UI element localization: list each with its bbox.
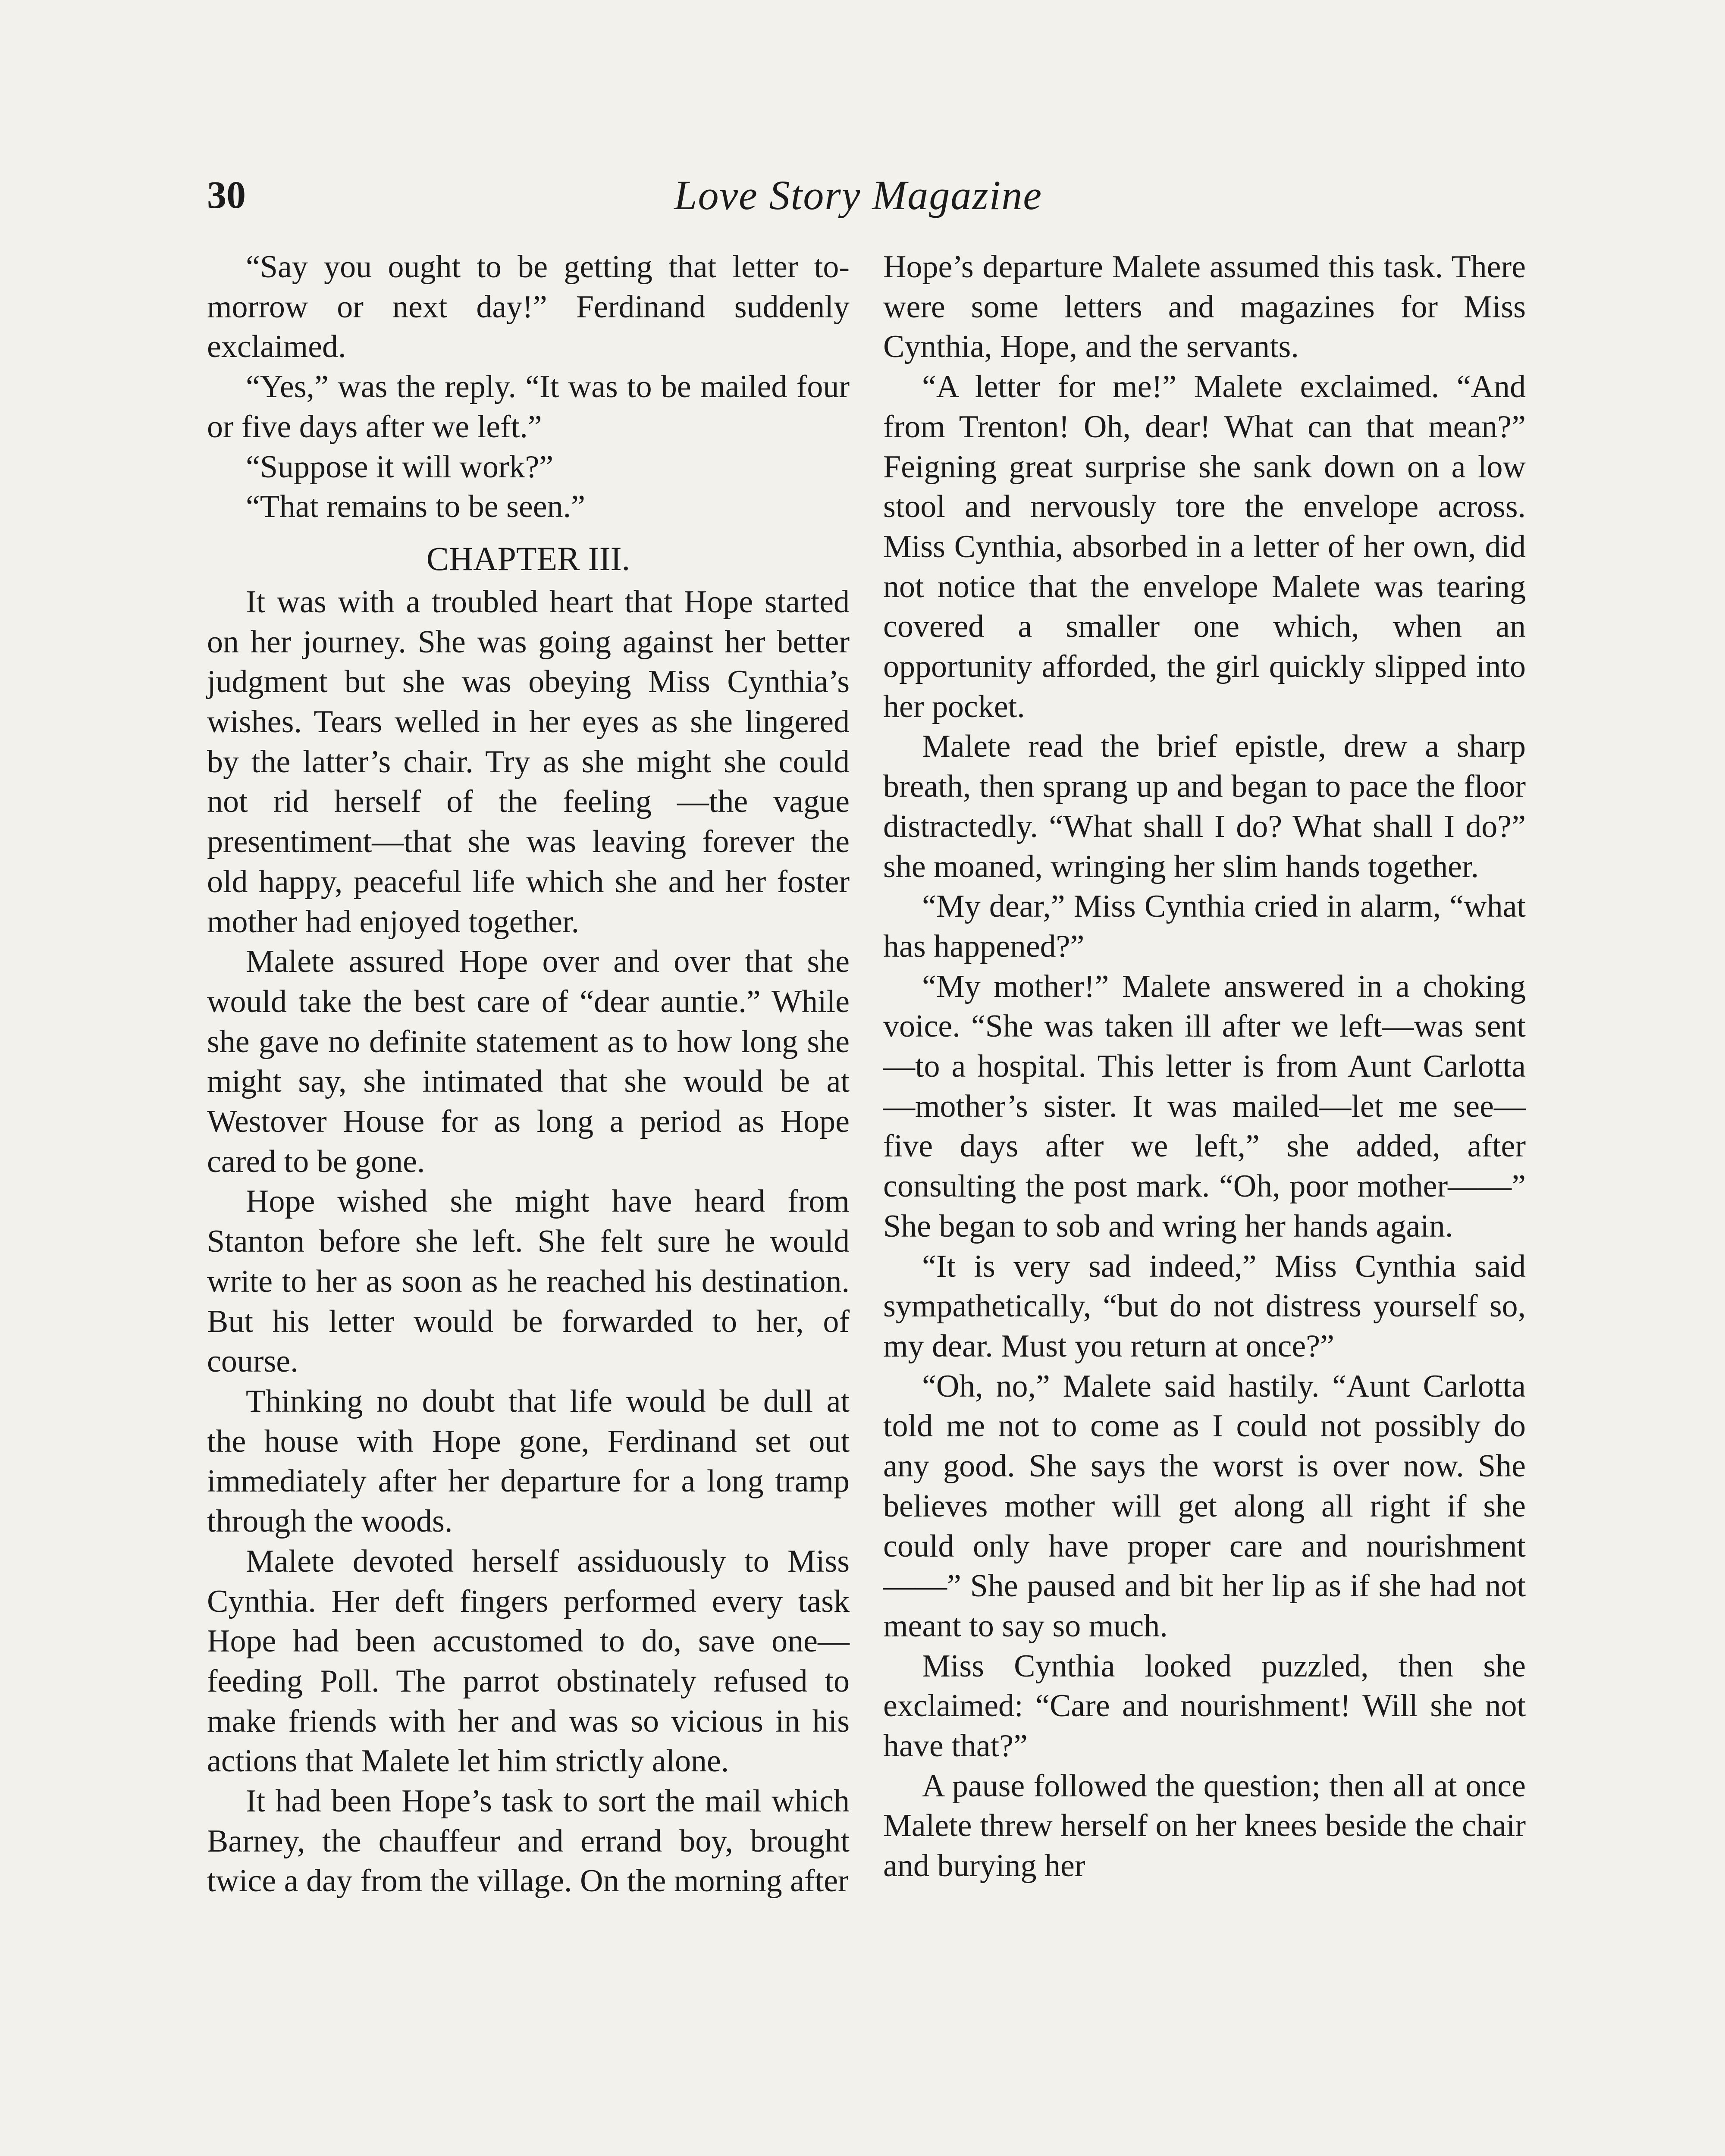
paragraph: It had been Hope’s task to sort the mail which Barney, the chauffeur and errand boy, brought twice a day from the village. On the morning after — [207, 1783, 850, 1899]
paragraph: “That remains to be seen.” — [246, 489, 585, 525]
paragraph: “A letter for me!” Malete exclaimed. “And from Trenton! Oh, dear! What can that mean?” Feigning great surprise she sank down on a low stool and nervously tore the envelope across. Miss Cynthia, absorbed in a letter of her own, did not notice that the envelope Malete was tearing covered a smaller one which, when an opportunity afforded, the girl quickly slipped into her pocket. — [883, 369, 1526, 724]
paragraph: “My mother!” Malete answered in a choking voice. “She was taken ill after we left—was sent—to a hospital. This letter is from Aunt Carlotta—mother’s sister. It was mailed—let me see—five days after we left,” she added, after consulting the post mark. “Oh, poor mother——” She began to sob and wring her hands again. — [883, 968, 1526, 1244]
magazine-title: Love Story Magazine — [674, 172, 1042, 218]
paragraph: Malete devoted herself assiduously to Miss Cynthia. Her deft fingers performed every task Hope had been accustomed to do, save one—feeding Poll. The parrot obstinately refused to make friends with her and was so vicious in his actions that Malete let him strictly alone. — [207, 1543, 850, 1779]
paragraph: Hope’s departure Malete assumed this task. There were some letters and magazines for Miss Cynthia, Hope, and the servants. — [883, 249, 1526, 365]
left-column — [207, 247, 850, 1901]
paragraph: Thinking no doubt that life would be dull at the house with Hope gone, Ferdinand set out immediately after her departure for a long tramp through the woods. — [207, 1383, 850, 1539]
page-header — [198, 163, 1518, 228]
paragraph: It was with a troubled heart that Hope started on her journey. She was going against her better judgment but she was obeying Miss Cynthia’s wishes. Tears welled in her eyes as she lingered by the latter’s chair. Try as she might she could not rid herself of the feeling —the vague presentiment—that she was leaving forever the old happy, peaceful life which she and her foster mother had enjoyed together. — [207, 584, 850, 940]
paragraph: Miss Cynthia looked puzzled, then she exclaimed: “Care and nourishment! Will she not have that?” — [883, 1648, 1526, 1764]
paragraph: Malete read the brief epistle, drew a sharp breath, then sprang up and began to pace the floor distractedly. “What shall I do? What shall I do?” she moaned, wringing her slim hands together. — [883, 729, 1526, 884]
paragraph: “Suppose it will work?” — [246, 449, 554, 485]
right-column — [883, 247, 1526, 1886]
paragraph: Hope wished she might have heard from Stanton before she left. She felt sure he would write to her as soon as he reached his destination. But his letter would be forwarded to her, of course. — [207, 1184, 850, 1379]
paragraph: Malete assured Hope over and over that she would take the best care of “dear auntie.” While she gave no definite statement as to how long she might say, she intimated that she would be at Westover House for as long a period as Hope cared to be gone. — [207, 944, 850, 1179]
paragraph: “Oh, no,” Malete said hastily. “Aunt Carlotta told me not to come as I could not possibly do any good. She says the worst is over now. She believes mother will get along all right if she could only have proper care and nourishment——” She paused and bit her lip as if she had not meant to say so much. — [883, 1368, 1526, 1644]
paragraph: “It is very sad indeed,” Miss Cynthia said sympathetically, “but do not distress yourself so, my dear. Must you return at once?” — [883, 1248, 1526, 1364]
chapter-heading: CHAPTER III. — [426, 539, 630, 577]
paragraph: “Say you ought to be getting that letter to-morrow or next day!” Ferdinand suddenly exclaimed. — [207, 249, 850, 365]
paragraph: A pause followed the question; then all at once Malete threw herself on her knees beside the chair and burying her — [883, 1768, 1526, 1884]
paragraph: “My dear,” Miss Cynthia cried in alarm, “what has happened?” — [883, 889, 1526, 964]
page-number: 30 — [207, 174, 246, 216]
paragraph: “Yes,” was the reply. “It was to be mailed four or five days after we left.” — [207, 369, 850, 445]
